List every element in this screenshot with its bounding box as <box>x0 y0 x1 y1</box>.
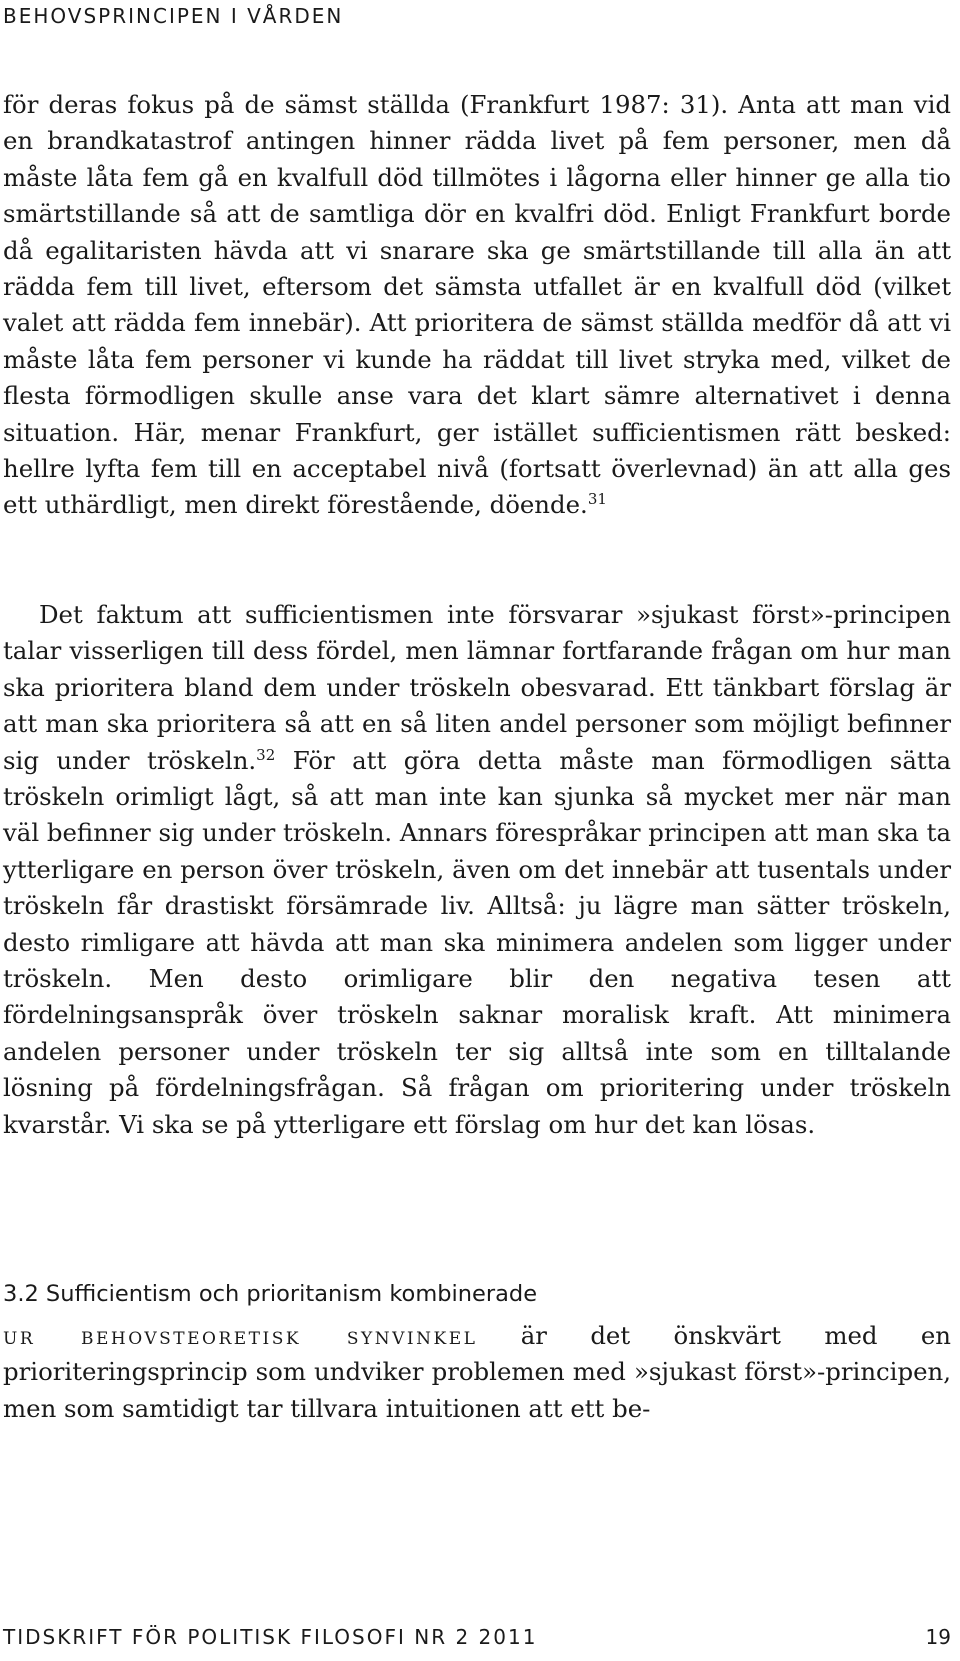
paragraph-threshold-problem <box>3 597 951 1143</box>
footnote-ref-31[interactable]: 31 <box>587 490 607 509</box>
paragraph-text: för deras fokus på de sämst ställda (Frankfurt 1987: 31). Anta att man vid en brandkatastrof antingen hinner rädda livet på fem personer, men då måste låta fem gå en kvalfull död tillmötes i lågorna eller hinner ge alla tio smärtstillande så att de samtliga dör en kvalfri död. Enligt Frankfurt borde då egalitaristen hävda att vi snarare ska ge smärtstillande till alla än att rädda fem till livet, eftersom det sämsta utfallet är en kvalfull död (vilket valet att rädda fem innebär). Att prioritera de sämst ställda medför då att vi måste låta fem personer vi kunde ha räddat till livet stryka med, vilket de flesta förmodligen skulle anse vara det klart sämre alternativet i denna situation. Här, menar Frankfurt, ger istället sufficientismen rätt besked: hellre lyfta fem till en acceptabel nivå (fortsatt överlevnad) än att alla ges ett uthärdligt, men direkt förestående, döende. <box>3 90 951 520</box>
paragraph-section-intro <box>3 1318 951 1427</box>
paragraph-text-part-1: Det faktum att sufficientismen inte försvarar »sjukast först»-principen talar visserligen till dess fördel, men lämnar fortfarande frågan om hur man ska prioritera bland dem under tröskeln obesvarad. Ett tänkbart förslag är att man ska prioritera så att en så liten andel personer som möjligt befinner sig under tröskeln. <box>3 600 951 775</box>
footnote-ref-32[interactable]: 32 <box>256 745 276 764</box>
paragraph-text-part-2: För att göra detta måste man förmodligen sätta tröskeln orimligt lågt, så att man inte kan sjunka så mycket mer när man väl befinner sig under tröskeln. Annars förespråkar principen att man ska ta ytterligare en person över tröskeln, även om det innebär att tusentals under tröskeln får drastiskt försämrade liv. Alltså: ju lägre man sätter tröskeln, desto rimligare att hävda att man ska minimera andelen som ligger under tröskeln. Men desto orimligare blir den negativa tesen att fördelningsanspråk över tröskeln saknar moralisk kraft. Att minimera andelen personer under tröskeln ter sig alltså inte som en tilltalande lösning på fördelningsfrågan. Så frågan om prioritering under tröskeln kvarstår. Vi ska se på ytterligare ett förslag om hur det kan lösas. <box>3 745 952 1139</box>
section-heading: 3.2 Sufficientism och prioritanism kombinerade <box>3 1281 538 1307</box>
paragraph-text: är det önskvärt med en prioriteringsprincip som undviker problemen med »sjukast först»-principen, men som samtidigt tar tillvara intuitionen att ett be- <box>3 1321 951 1423</box>
paragraph-frankfurt-example <box>3 87 951 524</box>
running-foot <box>3 1625 951 1649</box>
running-head: BEHOVSPRINCIPEN I VÅRDEN <box>3 4 344 28</box>
journal-name: TIDSKRIFT FÖR POLITISK FILOSOFI NR 2 2011 <box>3 1625 538 1649</box>
lead-in-smallcaps: ur behovsteoretisk synvinkel <box>3 1321 478 1350</box>
page-number: 19 <box>925 1625 951 1649</box>
